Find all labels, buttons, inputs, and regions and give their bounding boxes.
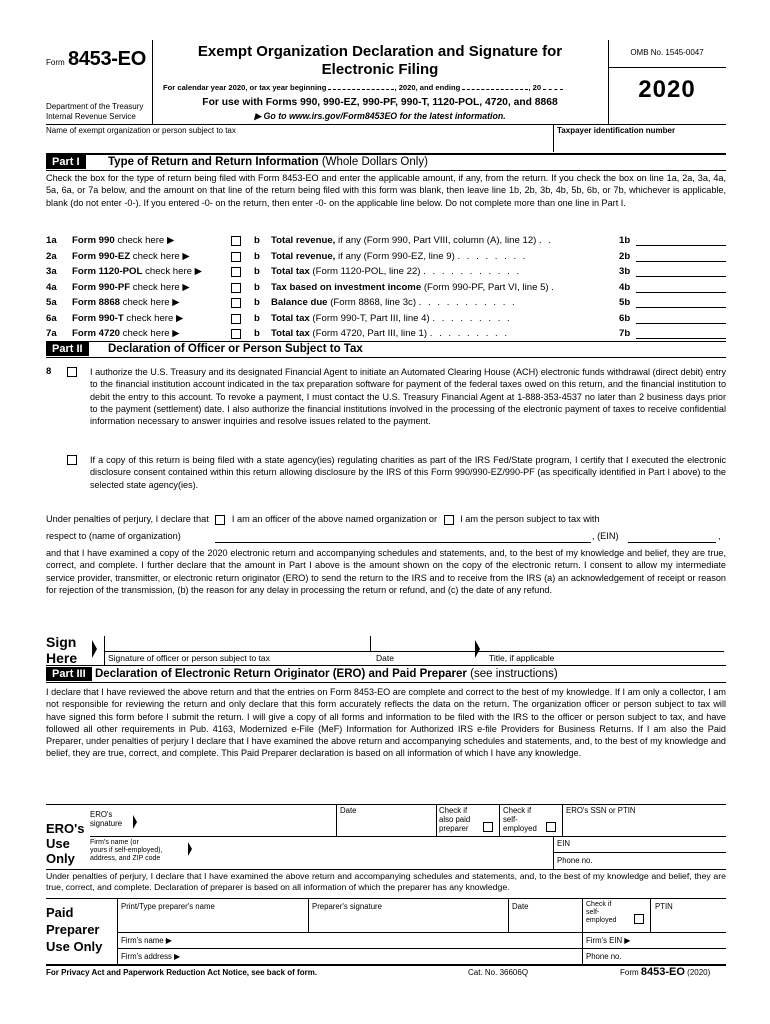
firm-address-label: Firm's address ▶ [121, 952, 181, 961]
title-label: Title, if applicable [489, 653, 555, 663]
signature-line[interactable] [104, 651, 724, 652]
department: Department of the Treasury Internal Revenue Service [46, 102, 144, 121]
tax-year-line: For calendar year 2020, or tax year beginning , 2020, and ending , 20 [163, 83, 563, 92]
checkbox-form990t[interactable] [231, 314, 241, 324]
ero-ein-rule [553, 852, 726, 853]
ein-comma: , [718, 531, 721, 541]
checkbox-officer[interactable] [215, 515, 225, 525]
part3-declaration: I declare that I have reviewed the above return and that the entries on Form 8453-EO are complete and correct to the best of my knowledge. If I am only a collector, I am not responsible for reviewing the return and only declare that this form accurately reflects the data on the return. The organization officer or person subject to tax will have signed this form before I submit the return. I will give a copy of all forms and information to be filed with the IRS to the officer or person subject to tax, and have followed all other requirements in Pub. 4163, Modernized e-File (MeF) Information for Authorized IRS e-file Providers for Business Returns. If I am also the Paid Preparer, under penalties of perjury I declare that I have examined the above return and accompanying schedules and statements, and, to the best of my knowledge and belief, they are true, correct, and complete. This Paid Preparer declaration is based on all information of which I have any knowledge. [46, 687, 726, 759]
ein-field[interactable] [628, 542, 716, 543]
part3-title-rule [46, 682, 726, 683]
checkbox-person[interactable] [444, 515, 454, 525]
preparer-date-label: Date [512, 902, 529, 911]
org-name-field[interactable] [215, 542, 591, 543]
ero-paid-divider [436, 804, 437, 836]
part3-top-rule [46, 665, 726, 666]
ero-mid-rule [90, 836, 726, 837]
ero-firm-label: Firm's name (or yours if self-employed), address, and ZIP code [90, 839, 163, 862]
checkbox-form4720[interactable] [231, 329, 241, 339]
ero-firm-arrow [188, 842, 192, 856]
respect-line: respect to (name of organization) [46, 531, 181, 541]
form-title: Exempt Organization Declaration and Signature for Electronic Filing [197, 43, 563, 78]
ero-self-check-label: Check if self- employed [503, 806, 537, 833]
firm-phone-label: Phone no. [586, 952, 622, 961]
preparer-sig-divider [308, 898, 309, 932]
part1-row-1: 1a Form 990 check here ▶ b Total revenue, if any (Form 990, Part VIII, column (A), line 12) . . 1b [46, 233, 726, 249]
org-name-label: Name of exempt organization or person subject to tax [46, 126, 236, 135]
ein-label: , (EIN) [592, 531, 619, 541]
ero-ssn-label: ERO's SSN or PTIN [566, 806, 636, 815]
preparer-mid-rule [117, 932, 726, 933]
part1-title-rule [46, 170, 726, 171]
part3-title: Declaration of Electronic Return Originator (ERO) and Paid Preparer (see instructions) [95, 668, 558, 680]
checkbox-state[interactable] [67, 455, 77, 465]
ero-phone-label: Phone no. [557, 856, 593, 865]
perjury-top-rule [46, 869, 726, 870]
part1-row-6: 6a Form 990-T check here ▶ b Total tax (Form 990-T, Part III, line 4) . . . . . . . . . 6b [46, 311, 726, 327]
checkbox-also-paid[interactable] [483, 822, 493, 832]
tax-year: 2020 [638, 76, 696, 103]
state-consent: If a copy of this return is being filed with a state agency(ies) regulating charities as part of the IRS Fed/State program, I certify that I executed the electronic disclosure consent contained within this return allowing disclosure by the IRS of this Form 990/990-EZ/990-PF (as specifically identified in Part I above) to the selected state agency(ies). [90, 455, 726, 490]
ero-date-label: Date [340, 806, 357, 815]
title-arrow [475, 640, 480, 658]
checkbox-form8868[interactable] [231, 298, 241, 308]
checkbox-preparer-self-employed[interactable] [634, 914, 644, 924]
part2-title: Declaration of Officer or Person Subject to Tax [108, 343, 363, 355]
part1-rows [46, 233, 726, 342]
preparer-left-divider [117, 898, 118, 964]
perjury-line: Under penalties of perjury, I declare that I am an officer of the above named organization or I am the person subject to tax with [46, 514, 600, 524]
ero-signature-label: ERO's signature [90, 810, 123, 828]
part3-tag: Part III [46, 667, 92, 681]
part1-row-5: 5a Form 8868 check here ▶ b Balance due (Form 8868, line 3c) . . . . . . . . . . . 5b [46, 295, 726, 311]
preparer-ptin-divider [650, 898, 651, 932]
preparer-name-label: Print/Type preparer's name [121, 902, 215, 911]
omb-number: OMB No. 1545-0047 [630, 48, 704, 57]
sign-here: Sign Here [46, 634, 78, 666]
omb-rule [608, 67, 726, 68]
amount-6b[interactable] [636, 323, 726, 324]
use-with: For use with Forms 990, 990-EZ, 990-PF, 990-T, 1120-POL, 4720, and 8868 [202, 97, 558, 108]
preparer-date-divider [508, 898, 509, 932]
part1-row-2: 2a Form 990-EZ check here ▶ b Total revenue, if any (Form 990-EZ, line 9) . . . . . . . . 2b [46, 249, 726, 265]
date-tick [370, 636, 371, 651]
preparer-ptin-label: PTIN [655, 902, 673, 911]
ero-self-divider [499, 804, 500, 836]
checkbox-ach[interactable] [67, 367, 77, 377]
tin-divider [553, 124, 554, 152]
form-label: Form [46, 58, 65, 67]
ero-date-divider [336, 804, 337, 836]
amount-4b[interactable] [636, 292, 726, 293]
amount-7b[interactable] [636, 338, 726, 339]
part1-row-4: 4a Form 990-PF check here ▶ b Tax based on investment income (Form 990-PF, Part VI, line 5) . 4b [46, 280, 726, 296]
name-row-top [46, 124, 726, 125]
part1-row-3: 3a Form 1120-POL check here ▶ b Total tax (Form 1120-POL, line 22) . . . . . . . . . . . 3b [46, 264, 726, 280]
privacy-notice: For Privacy Act and Paperwork Reduction Act Notice, see back of form. [46, 968, 318, 977]
checkbox-ero-self-employed[interactable] [546, 822, 556, 832]
org-name-input[interactable] [46, 136, 551, 150]
ero-paid-check-label: Check if also paid preparer [439, 806, 471, 833]
preparer-check-divider [582, 898, 583, 964]
preparer-top-rule [46, 898, 726, 899]
ero-ssn-divider [562, 804, 563, 836]
sign-arrow [92, 640, 97, 658]
tin-input[interactable] [557, 136, 725, 150]
tin-label: Taxpayer identification number [557, 126, 676, 135]
amount-2b[interactable] [636, 261, 726, 262]
catalog-number: Cat. No. 36606Q [468, 968, 529, 977]
paid-preparer-use-only: Paid Preparer Use Only [46, 905, 103, 954]
preparer-self-label: Check if self- employed [586, 901, 617, 924]
amount-3b[interactable] [636, 276, 726, 277]
preparer-sig-label: Preparer's signature [312, 902, 382, 911]
checkbox-form990ez[interactable] [231, 252, 241, 262]
line8-number: 8 [46, 366, 52, 377]
ach-authorization: I authorize the U.S. Treasury and its designated Financial Agent to initiate an Automated Clearing House (ACH) electronic funds withdrawal (direct debit) entry to the financial institution account indicated in the tax preparation software for payment of the federal taxes owed on this return, and the financial institution to debit the entry to this account. To revoke a payment, I must contact the U.S. Treasury Financial Agent at 1-888-353-4537 no later than 2 business days prior to the payment (settlement) date. I also authorize the financial institutions involved in the processing of the electronic payment of taxes to receive confidential information necessary to answer inquiries and resolve issues related to the payment. [90, 367, 726, 427]
ero-top-rule [46, 804, 726, 805]
part1-row-7: 7a Form 4720 check here ▶ b Total tax (Form 4720, Part III, line 1) . . . . . . . . . 7b [46, 326, 726, 342]
ero-sig-arrow [133, 815, 137, 829]
part1-title: Type of Return and Return Information (Whole Dollars Only) [108, 156, 428, 168]
part1-instructions: Check the box for the type of return being filed with Form 8453-EO and enter the applicable amount, if any, from the return. If you check the box on line 1a, 2a, 3a, 4a, 5a, 6a, or 7a below, and the amount on that line of the return being filed with this form was blank, then leave line 1b, 2b, 3b, 4b, 5b, 6b, or 7b, whichever is applicable, blank (do not enter -0-). If you entered -0- on the return, then enter -0- on the applicable line below. Do not complete more than one line in Part I. [46, 173, 726, 208]
preparer-low-rule [117, 948, 726, 949]
checkbox-form990pf[interactable] [231, 283, 241, 293]
amount-5b[interactable] [636, 307, 726, 308]
date-label: Date [376, 653, 394, 663]
preparer-perjury: Under penalties of perjury, I declare that I have examined the above return and accompanying schedules and statements, and, to the best of my knowledge and belief, they are true, correct, and complete. Declaration of preparer is based on all information of which the preparer has any knowledge. [46, 871, 726, 892]
checkbox-form990[interactable] [231, 236, 241, 246]
firm-name-label: Firm's name ▶ [121, 936, 172, 945]
part2-declaration: and that I have examined a copy of the 2020 electronic return and accompanying schedules and statements, and, to the best of my knowledge and belief, they are true, correct, and complete. I further declare that the amount in Part I above is the amount shown on the copy of the electronic return. I consent to allow my intermediate service provider, transmitter, or electronic return originator (ERO) to send the return to the IRS and to receive from the IRS (a) an acknowledgement of receipt or reason for rejection of the transmission, (b) the reason for any delay in processing the return or refund, and (c) the date of any refund. [46, 548, 726, 595]
part1-tag: Part I [46, 155, 86, 169]
ero-use-only: ERO's Use Only [46, 821, 85, 866]
ero-ein-label: EIN [557, 839, 570, 848]
goto-link[interactable]: ▶ Go to www.irs.gov/Form8453EO for the latest information. [254, 111, 506, 121]
part2-tag: Part II [46, 342, 89, 356]
form-number: 8453-EO [68, 48, 146, 70]
amount-1b[interactable] [636, 245, 726, 246]
signature-label: Signature of officer or person subject to tax [108, 653, 270, 663]
part2-title-rule [46, 357, 726, 358]
footer-form-id: Form 8453-EO (2020) [620, 966, 711, 978]
firm-ein-label: Firm's EIN ▶ [586, 936, 631, 945]
checkbox-form1120pol[interactable] [231, 267, 241, 277]
